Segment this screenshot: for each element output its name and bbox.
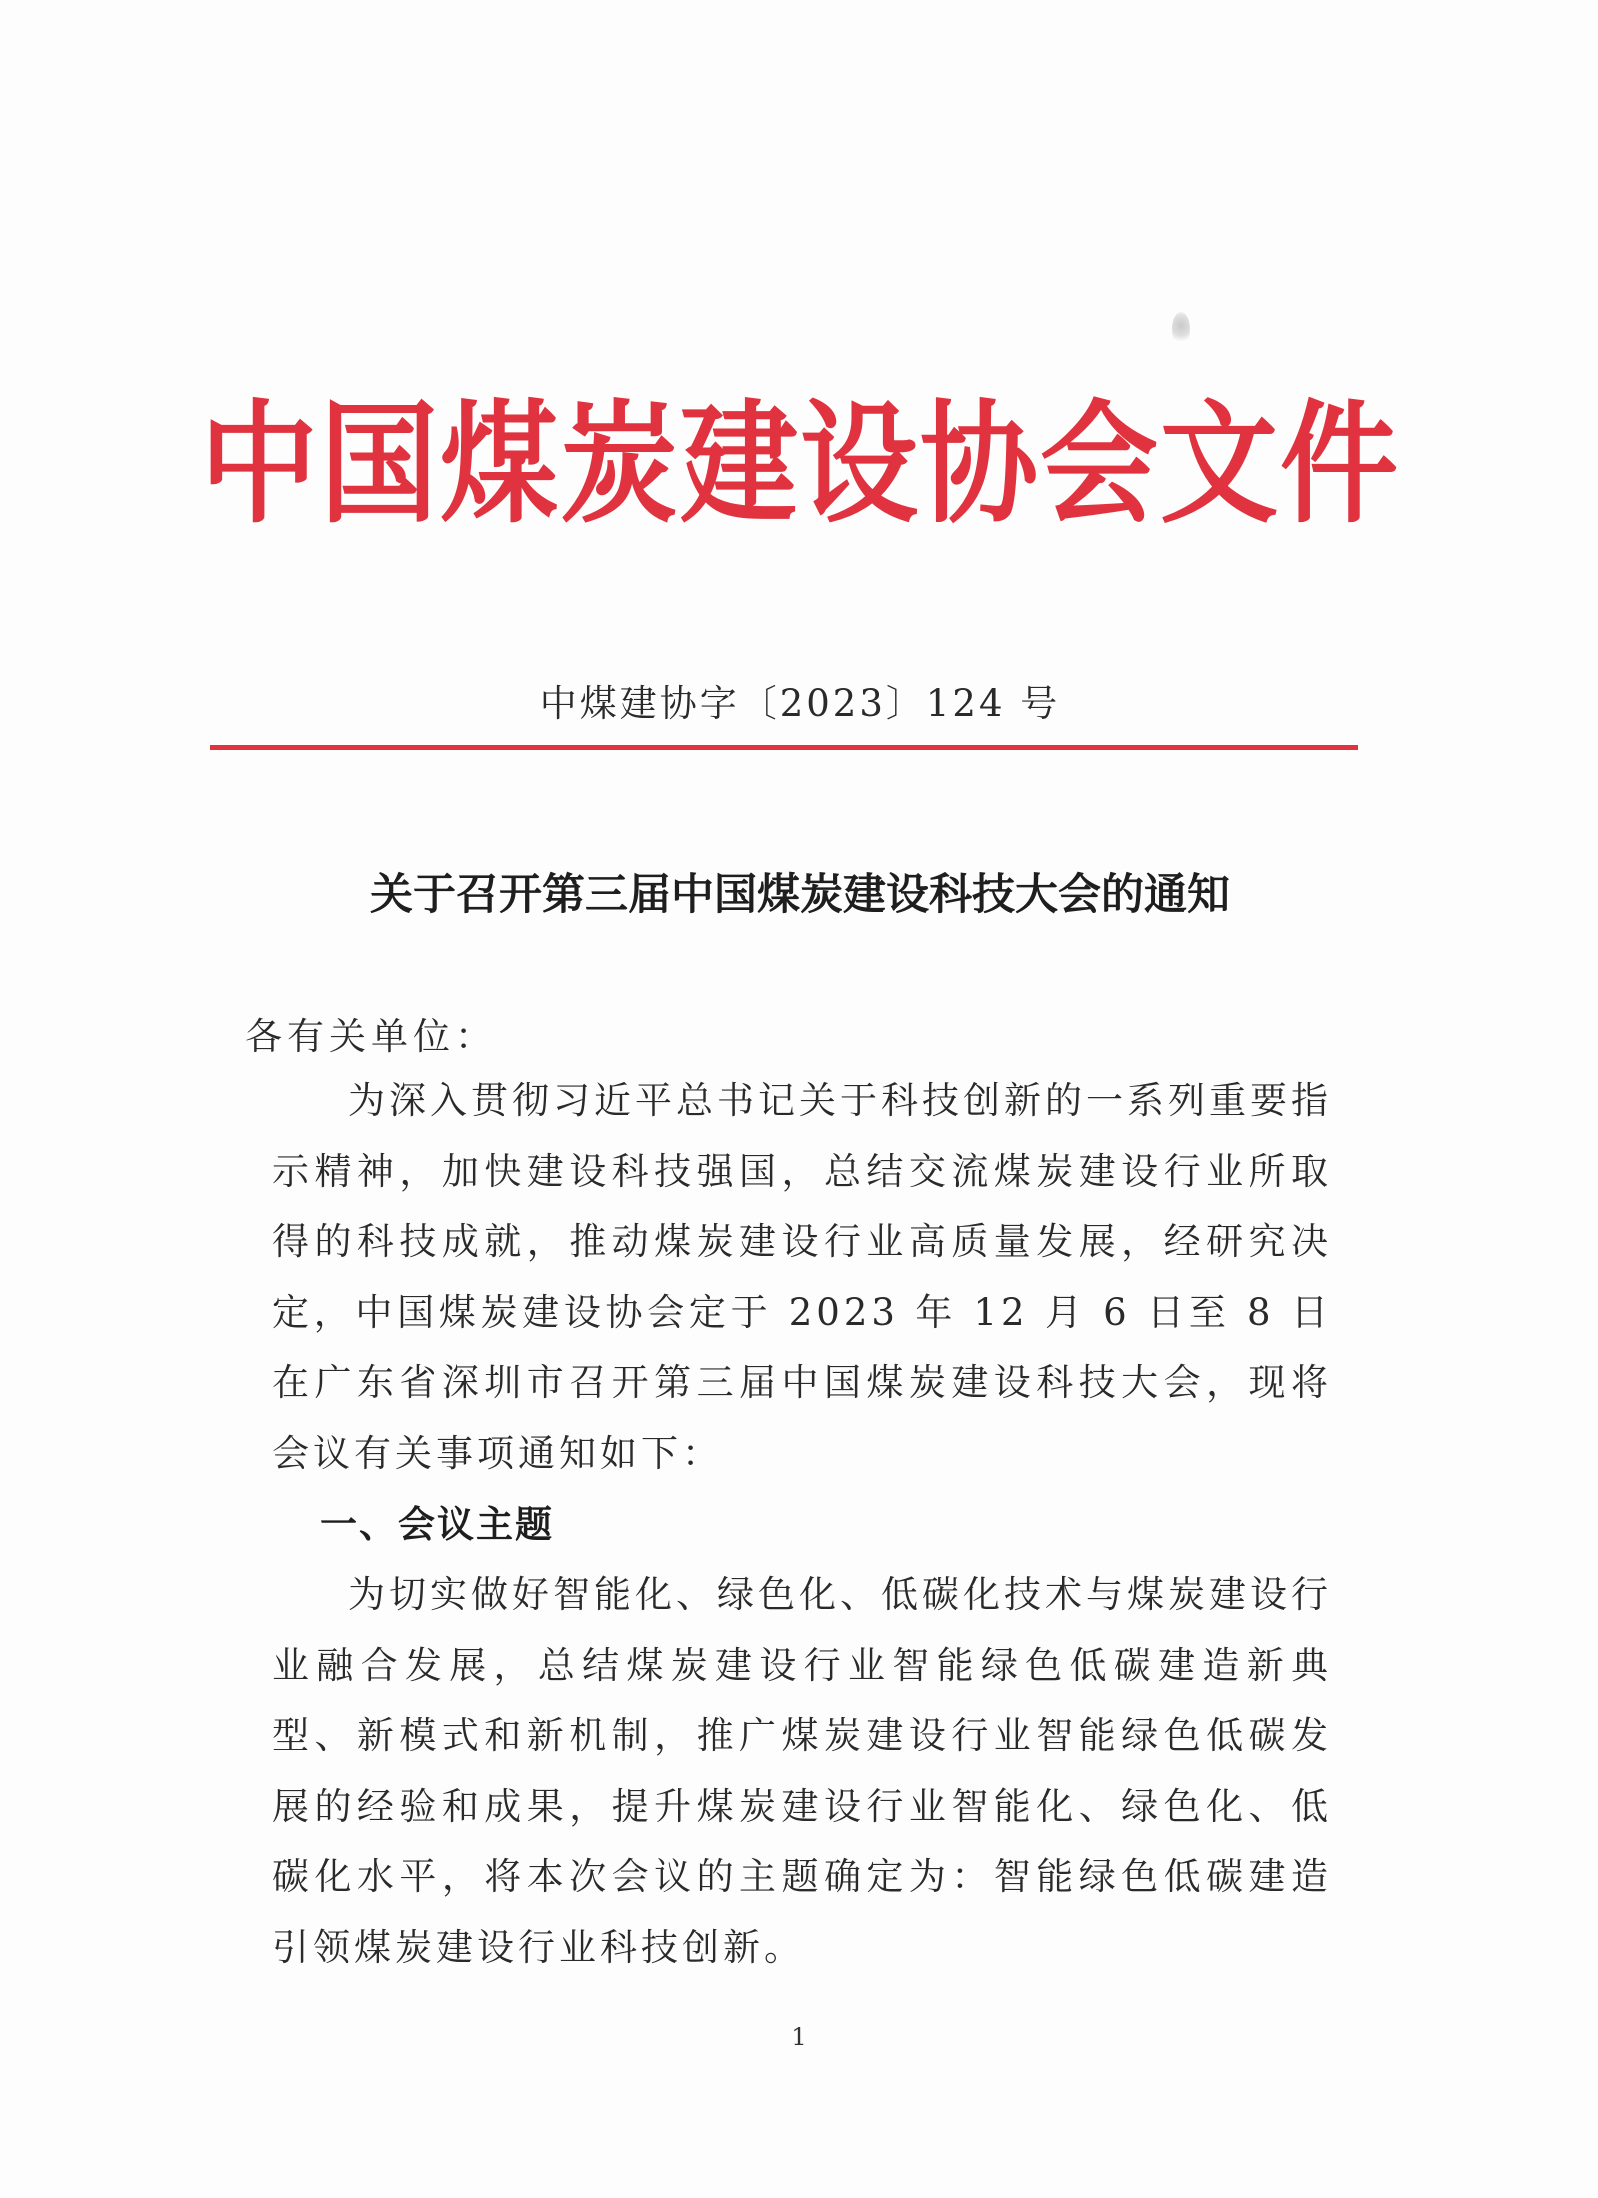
- scan-speck: [1172, 312, 1190, 346]
- document-number: 中煤建协字〔2023〕124 号: [539, 682, 1061, 725]
- body-paragraph-2: 为切实做好智能化、绿色化、低碳化技术与煤炭建设行业融合发展，总结煤炭建设行业智能绿色低碳建造新典型、新模式和新机制，推广煤炭建设行业智能绿色低碳发展的经验和成果，提升煤炭建设行业智能化、绿色化、低碳化水平，将本次会议的主题确定为：智能绿色低碳建造引领煤炭建设行业科技创新。: [272, 1573, 1332, 1969]
- page-number: 1: [791, 2023, 807, 2051]
- issuer-header-title: 中国煤炭建设协会文件: [200, 386, 1401, 542]
- notice-title: 关于召开第三届中国煤炭建设科技大会的通知: [370, 870, 1230, 920]
- section-heading-meeting-theme: 一、会议主题: [320, 1503, 554, 1546]
- header-red-rule: [210, 745, 1358, 750]
- body-paragraph-1: 为深入贯彻习近平总书记关于科技创新的一系列重要指示精神，加快建设科技强国，总结交流煤炭建设行业所取得的科技成就，推动煤炭建设行业高质量发展，经研究决定，中国煤炭建设协会定于 2023 年 12 月 6 日至 8 日在广东省深圳市召开第三届中国煤炭建设科技大会，现将会议有关事项通知如下：: [272, 1079, 1332, 1475]
- salutation: 各有关单位：: [245, 1015, 497, 1058]
